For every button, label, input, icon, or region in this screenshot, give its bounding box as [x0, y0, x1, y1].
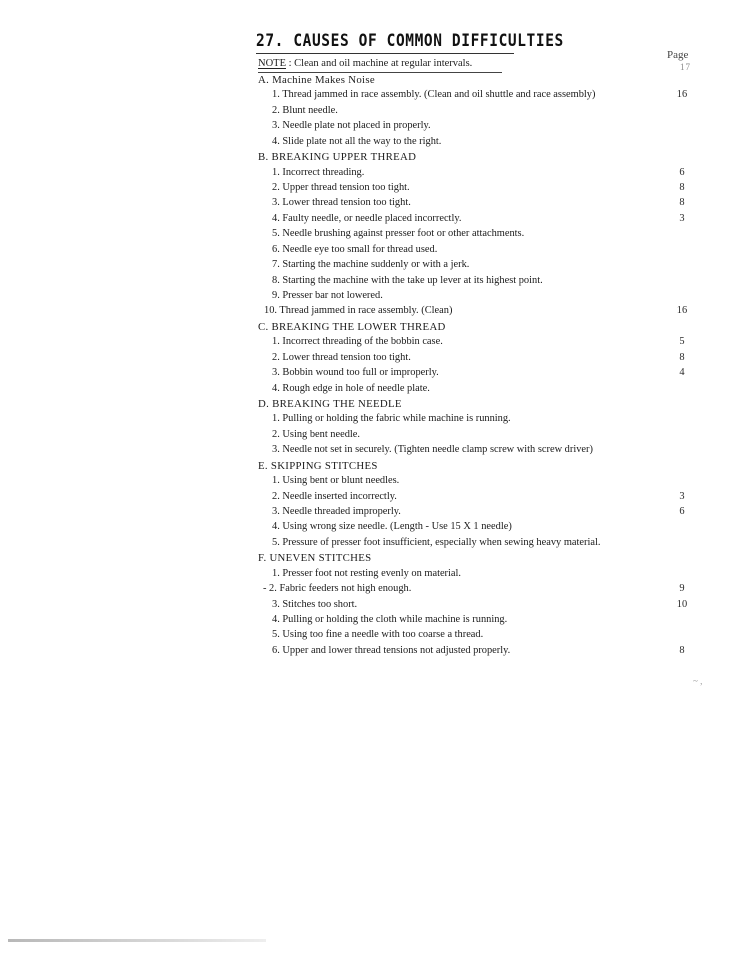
difficulty-item-c-3: 3. Bobbin wound too full or improperly.: [272, 367, 439, 378]
difficulty-item-e-2: 2. Needle inserted incorrectly.: [272, 491, 397, 502]
section-heading-sec-c: C. BREAKING THE LOWER THREAD: [258, 321, 446, 333]
difficulty-item-f-5: 5. Using too fine a needle with too coarse a thread.: [272, 629, 484, 640]
difficulty-item-a-1: 1. Thread jammed in race assembly. (Clean and oil shuttle and race assembly): [272, 89, 596, 100]
page-ref-c-1: 5: [679, 336, 685, 347]
difficulty-item-b-9: 9. Presser bar not lowered.: [272, 290, 383, 301]
note-underline: [258, 72, 502, 73]
page-ref-b-3: 8: [679, 197, 685, 208]
difficulty-item-f-1: 1. Presser foot not resting evenly on material.: [272, 568, 462, 579]
difficulty-item-b-4: 4. Faulty needle, or needle placed incorrectly.: [272, 213, 462, 224]
page-title: 27. CAUSES OF COMMON DIFFICULTIES: [256, 32, 564, 51]
difficulty-item-b-7: 7. Starting the machine suddenly or with a jerk.: [272, 259, 470, 270]
difficulty-item-e-3: 3. Needle threaded improperly.: [272, 506, 401, 517]
difficulty-item-b-5: 5. Needle brushing against presser foot or other attachments.: [272, 228, 525, 239]
difficulty-item-b-6: 6. Needle eye too small for thread used.: [272, 244, 438, 255]
difficulty-item-b-3: 3. Lower thread tension too tight.: [272, 197, 411, 208]
difficulty-item-c-2: 2. Lower thread tension too tight.: [272, 352, 411, 363]
corner-mark: ~ ,: [693, 676, 703, 686]
difficulty-item-b-2: 2. Upper thread tension too tight.: [272, 182, 410, 193]
difficulty-item-d-2: 2. Using bent needle.: [272, 429, 361, 440]
page-ref-c-2: 8: [679, 352, 685, 363]
note-text: : Clean and oil machine at regular intervals.: [286, 58, 473, 69]
difficulty-item-b-8: 8. Starting the machine with the take up lever at its highest point.: [272, 275, 543, 286]
difficulty-item-a-3: 3. Needle plate not placed in properly.: [272, 120, 431, 131]
difficulty-item-c-1: 1. Incorrect threading of the bobbin case.: [272, 336, 443, 347]
section-heading-sec-b: B. BREAKING UPPER THREAD: [258, 151, 417, 163]
page-ref-f-2: 9: [679, 583, 685, 594]
difficulty-item-f-6: 6. Upper and lower thread tensions not adjusted properly.: [272, 645, 511, 656]
difficulty-item-f-3: 3. Stitches too short.: [272, 599, 358, 610]
page-ref-f-6: 8: [679, 645, 685, 656]
difficulty-item-e-5: 5. Pressure of presser foot insufficient, especially when sewing heavy material.: [272, 537, 601, 548]
difficulty-item-c-4: 4. Rough edge in hole of needle plate.: [272, 383, 430, 394]
page-ref-b-10: 16: [676, 305, 688, 316]
maintenance-note: [258, 58, 472, 69]
difficulty-item-e-1: 1. Using bent or blunt needles.: [272, 475, 400, 486]
page-ref-b-1: 6: [679, 167, 685, 178]
section-heading-sec-f: F. UNEVEN STITCHES: [258, 552, 372, 564]
difficulty-item-f-4: 4. Pulling or holding the cloth while machine is running.: [272, 614, 508, 625]
difficulty-item-a-2: 2. Blunt needle.: [272, 105, 338, 116]
page-ref-a-1: 16: [676, 89, 688, 100]
page-column-header: Page: [667, 49, 689, 61]
page-column-subheader: 17: [680, 62, 691, 72]
section-heading-sec-d: D. BREAKING THE NEEDLE: [258, 398, 402, 410]
page-ref-c-3: 4: [679, 367, 685, 378]
page-ref-b-2: 8: [679, 182, 685, 193]
title-underline: [256, 53, 514, 54]
section-heading-sec-e: E. SKIPPING STITCHES: [258, 460, 378, 472]
difficulty-item-d-3: 3. Needle not set in securely. (Tighten needle clamp screw with screw driver): [272, 444, 593, 455]
section-heading-sec-a: A. Machine Makes Noise: [258, 74, 375, 86]
difficulty-item-a-4: 4. Slide plate not all the way to the right.: [272, 136, 442, 147]
page-ref-e-3: 6: [679, 506, 685, 517]
page-ref-f-3: 10: [676, 599, 688, 610]
note-label: NOTE: [258, 58, 286, 69]
difficulty-item-b-1: 1. Incorrect threading.: [272, 167, 365, 178]
difficulty-item-b-10: 10. Thread jammed in race assembly. (Clean): [264, 305, 453, 316]
page-ref-b-4: 3: [679, 213, 685, 224]
difficulty-item-d-1: 1. Pulling or holding the fabric while machine is running.: [272, 413, 511, 424]
difficulty-item-f-2: - 2. Fabric feeders not high enough.: [263, 583, 412, 594]
page-ref-e-2: 3: [679, 491, 685, 502]
scan-edge-strip: [8, 939, 266, 942]
difficulty-item-e-4: 4. Using wrong size needle. (Length - Use 15 X 1 needle): [272, 521, 512, 532]
